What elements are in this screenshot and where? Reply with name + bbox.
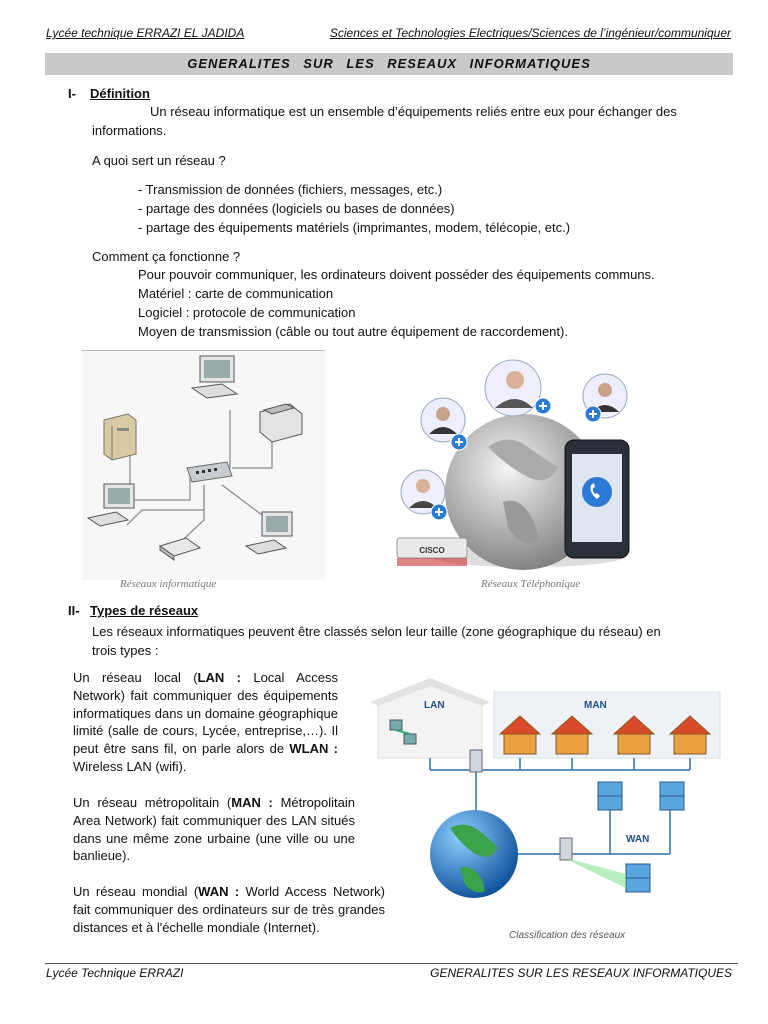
server-rack-icon	[626, 864, 650, 892]
cisco-label: CISCO	[419, 546, 445, 555]
computer-network-figure	[82, 350, 325, 580]
contact-avatar-icon	[485, 360, 551, 416]
definition-line-1: Un réseau informatique est un ensemble d’équipements reliés entre eux pour échanger des	[150, 104, 677, 119]
section-number: I-	[68, 86, 76, 101]
contact-avatar-icon	[583, 374, 627, 422]
types-intro-line-2: trois types :	[92, 643, 159, 658]
wan-paragraph: Un réseau mondial (WAN : World Access Network) fait communiquer des ordinateurs sur de très grandes distances et à l'échelle mondiale (Internet).	[73, 884, 385, 935]
contact-avatar-icon	[421, 398, 467, 450]
use-item-2: - partage des données (logiciels ou bases de données)	[138, 201, 455, 216]
footer-divider	[45, 963, 738, 964]
wan-label: WAN	[626, 834, 650, 845]
server-rack-icon	[598, 782, 622, 810]
header-school: Lycée technique ERRAZI EL JADIDA	[46, 26, 245, 40]
router-icon	[470, 750, 482, 772]
lan-paragraph: Un réseau local (LAN : Local Access Network) fait communiquer des équipements informatiques dans un domaine géographique limité (salle de cours, Lycée, entreprise,…). Il peut être sans fil, on parle alors de WLAN : Wireless LAN (wifi).	[73, 670, 339, 774]
how-line-1: Pour pouvoir communiquer, les ordinateurs doivent posséder des équipements communs.	[138, 267, 655, 282]
caption-telephone-network: Réseaux Téléphonique	[481, 578, 581, 590]
types-intro-line-1: Les réseaux informatiques peuvent être classés selon leur taille (zone géographique du réseau) en	[92, 624, 661, 639]
question-how: Comment ça fonctionne ?	[92, 249, 241, 264]
man-paragraph: Un réseau métropolitain (MAN : Métropolitain Area Network) fait communiquer des LAN situés dans une même zone urbaine (une ville ou une banlieue).	[73, 795, 356, 864]
cisco-device-icon	[397, 538, 467, 566]
caption-computer-network: Réseaux informatique	[120, 578, 217, 590]
how-line-3: Logiciel : protocole de communication	[138, 305, 356, 320]
page-title: GENERALITES SUR LES RESEAUX INFORMATIQUES	[45, 53, 733, 75]
question-purpose: A quoi sert un réseau ?	[92, 153, 226, 168]
server-rack-icon	[660, 782, 684, 810]
network-classification-figure	[370, 678, 730, 928]
section-1-heading	[68, 86, 150, 101]
footer-title: GENERALITES SUR LES RESEAUX INFORMATIQUES	[430, 966, 732, 980]
contact-avatar-icon	[401, 470, 447, 520]
how-line-4: Moyen de transmission (câble ou tout autre équipement de raccordement).	[138, 324, 568, 339]
use-item-1: - Transmission de données (fichiers, messages, etc.)	[138, 182, 443, 197]
definition-line-2: informations.	[92, 123, 167, 138]
man-label: MAN	[584, 700, 607, 711]
lan-label: LAN	[424, 700, 445, 711]
footer-school: Lycée Technique ERRAZI	[46, 966, 184, 980]
telephone-network-figure	[393, 352, 648, 578]
header-subject: Sciences et Technologies Electriques/Sciences de l’ingénieur/communiquer	[329, 26, 731, 40]
smartphone-icon	[565, 440, 629, 558]
how-line-2: Matériel : carte de communication	[138, 286, 334, 301]
section-label: Définition	[90, 86, 150, 101]
caption-classification: Classification des réseaux	[509, 930, 626, 941]
server-icon	[104, 414, 136, 460]
section-number: II-	[68, 603, 80, 618]
lan-building	[370, 678, 490, 758]
section-2-heading	[68, 603, 198, 618]
router-icon	[560, 838, 572, 860]
section-label: Types de réseaux	[90, 603, 199, 618]
use-item-3: - partage des équipements matériels (imprimantes, modem, télécopie, etc.)	[138, 220, 571, 235]
